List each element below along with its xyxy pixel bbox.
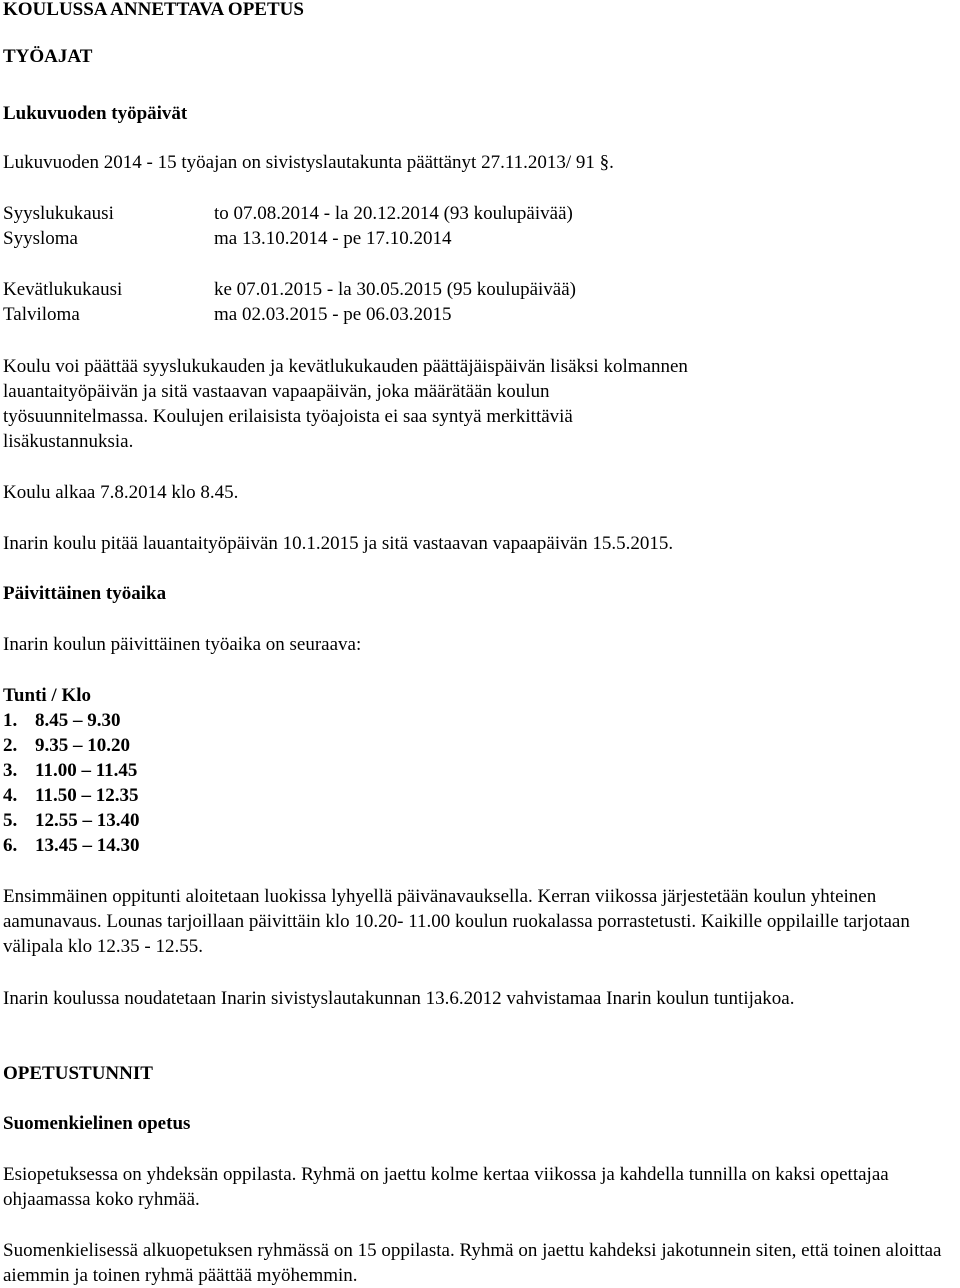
schedule-number: 6. bbox=[3, 835, 18, 856]
schedule-item bbox=[3, 708, 121, 733]
term-row bbox=[3, 226, 78, 251]
intro-line: Lukuvuoden 2014 - 15 työajan on sivistyslautakunta päättänyt 27.11.2013/ 91 §. bbox=[3, 152, 614, 173]
koulu-alkaa-text: Koulu alkaa 7.8.2014 klo 8.45. bbox=[3, 482, 239, 503]
schedule-number: 5. bbox=[3, 810, 18, 831]
schedule-number: 3. bbox=[3, 760, 18, 781]
term-row bbox=[3, 277, 122, 302]
term-value: to 07.08.2014 - la 20.12.2014 (93 koulupäivää) bbox=[214, 203, 573, 224]
paivittainen-text: Inarin koulun päivittäinen työaika on seuraava: bbox=[3, 634, 362, 655]
schedule-item bbox=[3, 808, 140, 833]
alkuopetus-paragraph: Suomenkielisessä alkuopetuksen ryhmässä on 15 oppilasta. Ryhmä on jaettu kahdeksi jakotunnein siten, että toinen aloittaa aiemmin ja toinen ryhmä päättää myöhemmin. bbox=[3, 1240, 942, 1286]
tuntijako-paragraph: Inarin koulussa noudatetaan Inarin sivistyslautakunnan 13.6.2012 vahvistamaa Inarin koulun tuntijakoa. bbox=[3, 988, 795, 1009]
term-label: Talviloma bbox=[3, 304, 80, 325]
schedule-time: 13.45 – 14.30 bbox=[35, 835, 140, 856]
paivittainen-tyoaika-heading: Päivittäinen työaika bbox=[3, 583, 167, 604]
schedule-number: 1. bbox=[3, 710, 18, 731]
schedule-time: 11.50 – 12.35 bbox=[35, 785, 139, 806]
schedule-item bbox=[3, 733, 130, 758]
schedule-number: 2. bbox=[3, 735, 18, 756]
opetustunnit-heading: OPETUSTUNNIT bbox=[3, 1063, 153, 1084]
schedule-item bbox=[3, 758, 137, 783]
term-row bbox=[3, 201, 114, 226]
schedule-header: Tunti / Klo bbox=[3, 685, 92, 706]
schedule-time: 12.55 – 13.40 bbox=[35, 810, 140, 831]
schedule-number: 4. bbox=[3, 785, 18, 806]
main-heading: KOULUSSA ANNETTAVA OPETUS bbox=[3, 0, 304, 20]
schedule-time: 9.35 – 10.20 bbox=[35, 735, 130, 756]
term-label: Kevätlukukausi bbox=[3, 279, 123, 300]
schedule-time: 8.45 – 9.30 bbox=[35, 710, 121, 731]
schedule-item bbox=[3, 833, 140, 858]
term-label: Syysloma bbox=[3, 228, 78, 249]
term-label: Syyslukukausi bbox=[3, 203, 114, 224]
term-value: ke 07.01.2015 - la 30.05.2015 (95 koulupäivää) bbox=[214, 279, 576, 300]
schedule-time: 11.00 – 11.45 bbox=[35, 760, 138, 781]
koulu-voi-paragraph: Koulu voi päättää syyslukukauden ja kevätlukukauden päättäjäispäivän lisäksi kolmannen lauantaityöpäivän ja sitä vastaavan vapaapäivän, joka määrätään koulun työsuunnitelmassa. Koulujen erilaisista työajoista ei saa syntyä merkittäviä lisäkustannuksia. bbox=[3, 356, 688, 452]
term-value: ma 13.10.2014 - pe 17.10.2014 bbox=[214, 228, 452, 249]
tyoajat-heading: TYÖAJAT bbox=[3, 46, 93, 67]
term-row bbox=[3, 302, 80, 327]
ensimmainen-paragraph: Ensimmäinen oppitunti aloitetaan luokissa lyhyellä päivänavauksella. Kerran viikossa järjestetään koulun yhteinen aamunavaus. Lounas tarjoillaan päivittäin klo 10.20- 11.00 koulun ruokalassa porrastetusti. Kaikille oppilaille tarjotaan välipala klo 12.35 - 12.55. bbox=[3, 886, 910, 957]
lukuvuoden-tyopaivat-heading: Lukuvuoden työpäivät bbox=[3, 103, 188, 124]
term-value: ma 02.03.2015 - pe 06.03.2015 bbox=[214, 304, 452, 325]
lauantaityopaiva-text: Inarin koulu pitää lauantaityöpäivän 10.1.2015 ja sitä vastaavan vapaapäivän 15.5.2015. bbox=[3, 533, 674, 554]
suomenkielinen-opetus-heading: Suomenkielinen opetus bbox=[3, 1113, 191, 1134]
esiopetus-paragraph: Esiopetuksessa on yhdeksän oppilasta. Ryhmä on jaettu kolme kertaa viikossa ja kahdella tunnilla on kaksi opettajaa ohjaamassa koko ryhmää. bbox=[3, 1164, 889, 1210]
schedule-item bbox=[3, 783, 138, 808]
